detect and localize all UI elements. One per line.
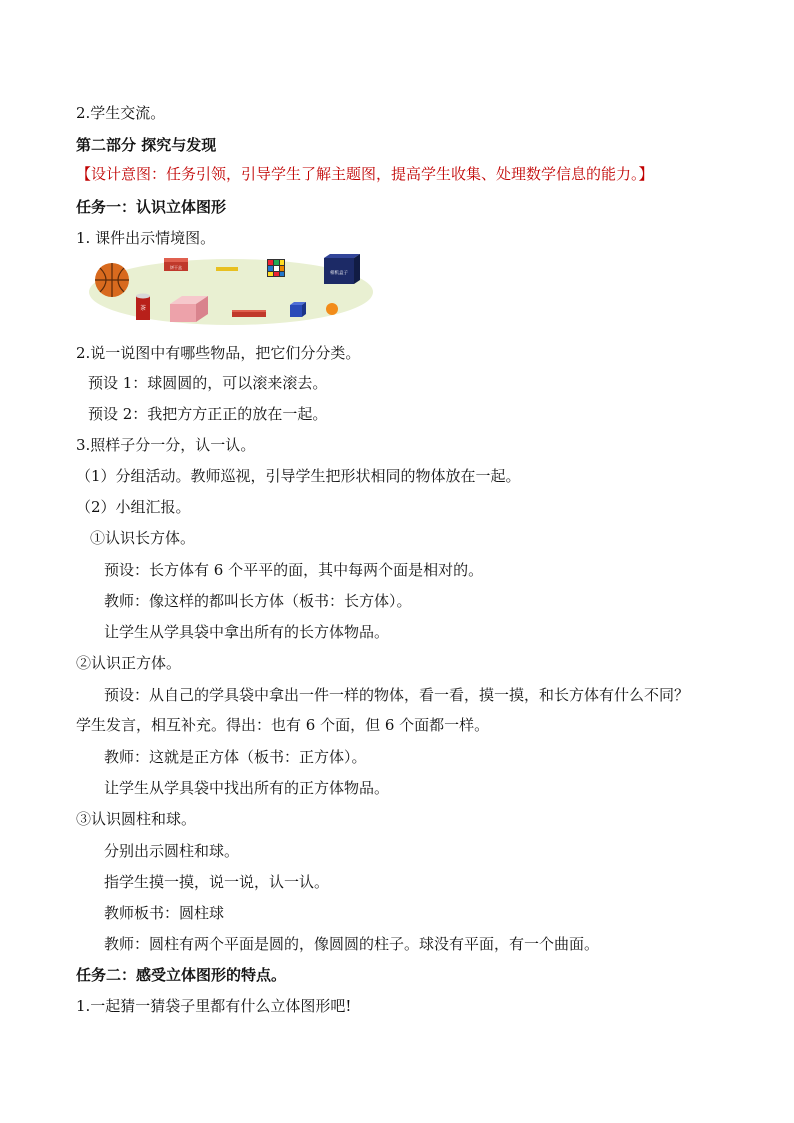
svg-text:相机盒子: 相机盒子 (330, 271, 348, 276)
task-one-heading: 任务一：认识立体图形 (76, 198, 227, 216)
design-intent-note: 【设计意图：任务引领，引导学生了解主题图，提高学生收集、处理数学信息的能力。】 (76, 165, 654, 183)
rubiks-cube-icon (267, 259, 285, 277)
show-cylinder-sphere: 分别出示圆柱和球。 (104, 842, 240, 860)
cube-teacher: 教师：这就是正方体（板书：正方体）。 (104, 748, 367, 766)
cuboid-student-task: 让学生从学具袋中拿出所有的长方体物品。 (104, 623, 390, 641)
identify-cylinder-sphere-heading: ③认识圆柱和球。 (76, 810, 197, 828)
group-activity: （1）分组活动。教师巡视，引导学生把形状相同的物体放在一起。 (76, 467, 521, 485)
tea-can-icon (136, 294, 150, 321)
dark-blue-box-icon (324, 254, 360, 284)
orange-ball-icon (326, 303, 338, 315)
cylinder-sphere-teacher: 教师：圆柱有两个平面是圆的，像圆圆的柱子。球没有平面，有一个曲面。 (104, 935, 600, 953)
step-1-guess-shapes: 1.一起猜一猜袋子里都有什么立体图形吧! (76, 997, 352, 1015)
cube-student-task: 让学生从学具袋中找出所有的正方体物品。 (104, 779, 390, 797)
basketball-icon (95, 263, 129, 297)
section-heading-part-two: 第二部分 探究与发现 (76, 136, 217, 154)
identify-cuboid-heading: ①认识长方体。 (90, 529, 196, 547)
touch-and-identify: 指学生摸一摸，说一说，认一认。 (104, 873, 330, 891)
task-two-heading: 任务二：感受立体图形的特点。 (76, 966, 287, 984)
step-3-sort-and-identify: 3.照样子分一分，认一认。 (76, 436, 256, 454)
scene-illustration (88, 254, 374, 326)
cube-preset: 预设：从自己的学具袋中拿出一件一样的物体，看一看，摸一摸，和长方体有什么不同？ (104, 686, 690, 704)
red-plank-icon (232, 310, 266, 317)
group-report: （2）小组汇报。 (76, 498, 191, 516)
step-2-student-exchange: 2.学生交流。 (76, 104, 166, 122)
cube-preset-continued: 学生发言，相互补充。得出：也有 6 个面，但 6 个面都一样。 (76, 716, 490, 734)
small-red-box-icon (164, 258, 188, 271)
step-2-classify-items: 2.说一说图中有哪些物品，把它们分分类。 (76, 344, 361, 362)
preset-2: 预设 2：我把方方正正的放在一起。 (88, 405, 328, 423)
identify-cube-heading: ②认识正方体。 (76, 654, 182, 672)
step-1-show-scene: 1. 课件出示情境图。 (76, 229, 216, 247)
yellow-bar-icon (216, 267, 238, 271)
svg-text:饼干盒: 饼干盒 (170, 265, 182, 270)
preset-1: 预设 1：球圆圆的，可以滚来滚去。 (88, 374, 328, 392)
cuboid-teacher: 教师：像这样的都叫长方体（板书：长方体）。 (104, 592, 412, 610)
teacher-board-writing: 教师板书：圆柱球 (104, 904, 225, 922)
svg-text:茶: 茶 (139, 305, 147, 312)
blue-cube-icon (290, 302, 306, 317)
cuboid-preset: 预设：长方体有 6 个平平的面，其中每两个面是相对的。 (104, 561, 484, 579)
